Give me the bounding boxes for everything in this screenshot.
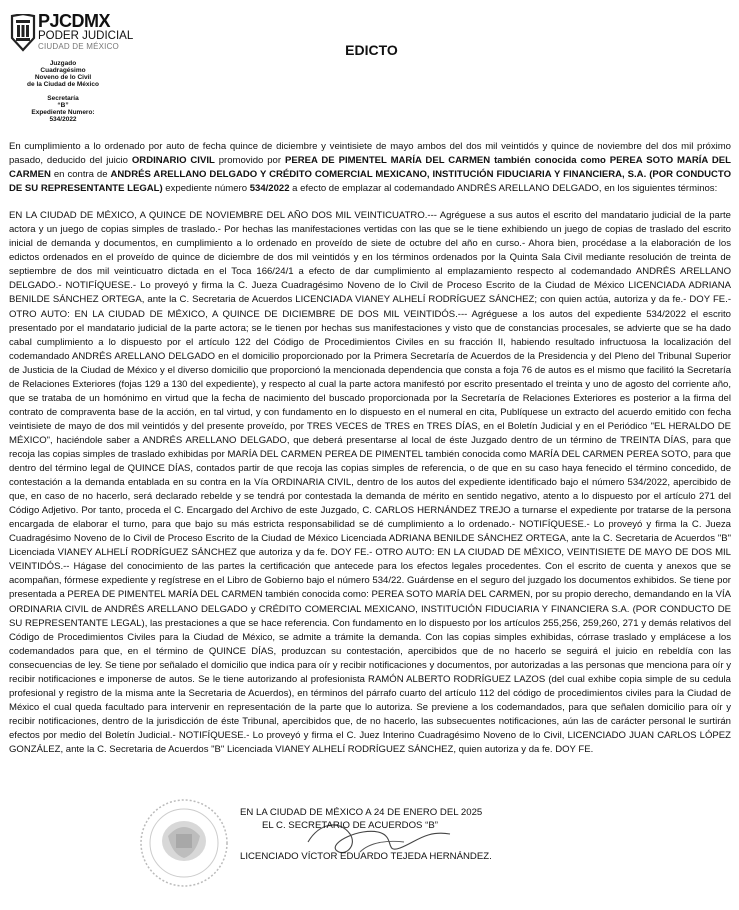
document-body bbox=[9, 140, 731, 757]
expediente-label: Expediente Numero: bbox=[31, 109, 95, 116]
document-title bbox=[0, 42, 739, 58]
court-line: de la Ciudad de México bbox=[27, 81, 99, 88]
secretaria-line: Secretaría bbox=[47, 95, 79, 102]
intro-bold: ANDRÉS ARELLANO DELGADO Y CRÉDITO COMERCIAL MEXICANO, INSTITUCIÓN FIDUCIARIA Y FINANCIERA, S.A. (POR CONDUCTO DE SU REPRESENTANTE LEGAL) bbox=[9, 169, 731, 195]
expediente-number: 534/2022 bbox=[49, 116, 77, 123]
intro-text: en contra de bbox=[50, 169, 111, 181]
court-line: Cuadragésimo bbox=[40, 67, 86, 74]
intro-text: expediente número bbox=[162, 183, 250, 195]
court-line: Noveno de lo Civil bbox=[34, 74, 92, 81]
brand-line-1: PODER JUDICIAL bbox=[38, 30, 134, 42]
document-title-text: EDICTO bbox=[345, 42, 398, 58]
secretaria-line: “B” bbox=[57, 102, 69, 109]
intro-text: a efecto de emplazar al codemandado ANDRÉS ARELLANO DELGADO, en los siguientes términos: bbox=[289, 183, 718, 195]
main-paragraph: EN LA CIUDAD DE MÉXICO, A QUINCE DE NOVIEMBRE DEL AÑO DOS MIL VEINTICUATRO.--- Agréguese a sus autos el escrito del mandatario judicial de la parte actora y un juego de copias simples de traslado.- Por hechas las manifestaciones vertidas con las que se le tiene exhibiendo un juego de copias de traslado del escrito inicial de demanda y documentos, en cumplimiento a lo ordenado en proveído de siete de octubre del año en curso.- Ahora bien, procédase a la elaboración de los edictos ordenados en el proveído de quince de diciembre de dos mil veintidós y en los términos ordenados por la Quinta Sala Civil mediante resolución de treinta de septiembre de dos mil veinticuatro dictada en el Toca 166/24/1 a efecto de dar cumplimiento al emplazamiento respecto al codemandado ANDRÉS ARELLANO DELGADO.- NOTIFÍQUESE.- Lo proveyó y firma la C. Jueza Cuadragésimo Noveno de lo Civil de Proceso Escrito de la Ciudad de México LICENCIADA ADRIANA BENILDE SÁNCHEZ ORTEGA, ante la C. Secretaria de Acuerdos LICENCIADA VIANEY ALHELÍ RODRÍGUEZ SÁNCHEZ; con quien actúa, autoriza y da fe.- DOY FE.- OTRO AUTO: EN LA CIUDAD DE MÉXICO, A QUINCE DE DICIEMBRE DE DOS MIL VEINTIDÓS.--- Agréguese a los autos del expediente 534/2022 el escrito presentado por el mandatario judicial de la parte actora; se le tienen por hechas sus manifestaciones y visto que de constancias procesales, se advierte que se ha dado cabal cumplimiento a lo dispuesto por el artículo 122 del Código de Procedimientos Civiles en su fracción II, habiendo resultado infructuosa la localización del codemandado ANDRÉS ARELLANO DELGADO en el domicilio proporcionado por la Primera Secretaría de Acuerdos de la Presidencia y del Pleno del Tribunal Superior de Justicia de la Ciudad de México y el diverso domicilio que proporcionó la mencionada dependencia que consta a foja 76 de autos es el mismo que facilitó la Secretaría de Relaciones Exteriores (fojas 129 a 130 del expediente), y respecto al cual la parte actora manifestó por escrito presentado el treinta y uno de agosto del corriente año, que se trataba de un homónimo en virtud que la fecha de nacimiento del buscado proporcionada por la Secretaría de Relaciones Exteriores es posterior a la firma del contrato de compraventa base de la acción, en tal virtud, y con fundamento en lo dispuesto en el numeral en cita, Publíquese un extracto del acuerdo emitido con fecha veintisiete de mayo de dos mil veintidós y del presente proveído, por TRES VECES de TRES en TRES DÍAS, en el Boletín Judicial y en el Periódico "EL HERALDO DE MÉXICO", haciéndole saber a ANDRÉS ARELLANO DELGADO, que deberá presentarse al local de éste Juzgado dentro de un término de TREINTA DÍAS, para que recoja las copias simples de traslado exhibidas por MARÍA DEL CARMEN PEREA DE PIMENTEL también conocida como MARÍA DEL CARMEN PEREA SOTO, para que dentro del término legal de QUINCE DÍAS, contados partir de que recoja las copias simples de referencia, o de que en su caso haya fenecido el término concedido, de contestación a la demanda entablada en su contra en la Vía ORDINARIA CIVIL, dentro de los autos del expediente identificado bajo el número 534/2022, apercibido de que, en caso de no hacerlo, será declarado rebelde y se tendrá por contestada la demanda de mérito en sentido negativo, atento a lo dispuesto por el artículo 271 del Código Adjetivo. Por tanto, proceda el C. Encargado del Archivo de este Juzgado, C. CARLOS HERNÁNDEZ TREJO a turnarse el expediente por tratarse de la persona encargada de elaborar el turno, para que bajo su más estricta responsabilidad se dé cumplimiento a lo ordenado.- NOTIFÍQUESE.- Lo proveyó y firma la C. Jueza Cuadragésimo Noveno de lo Civil de Proceso Escrito de la Ciudad de México Licenciada ADRIANA BENILDE SÁNCHEZ ORTEGA, ante la C. Secretaria de Acuerdos "B" Licenciada VIANEY ALHELÍ RODRÍGUEZ SÁNCHEZ que autoriza y da fe. DOY FE.- OTRO AUTO: EN LA CIUDAD DE MÉXICO, VEINTISIETE DE MAYO DE DOS MIL VEINTIDÓS.-- Hágase del conocimiento de las partes la certificación que antecede para los efectos legales procedentes. Con el escrito de cuenta y anexos que se acompañan, fórmese expediente y regístrese en el Libro de Gobierno bajo el número 534/22. Guárdense en el seguro del juzgado los documentos exhibidos. Se tiene por presentada a PEREA DE PIMENTEL MARÍA DEL CARMEN también conocida como: PEREA SOTO MARÍA DEL CARMEN, por su propio derecho, demandando en la VÍA ORDINARIA CIVIL de ANDRÉS ARELLANO DELGADO y CRÉDITO COMERCIAL MEXICANO, INSTITUCIÓN FIDUCIARIA Y FINANCIERA S.A. (POR CONDUCTO DE SU REPRESENTANTE LEGAL), las prestaciones a que se hace referencia. Con fundamento en lo dispuesto por los artículos 255,256, 259,260, 271 y demás relativos del Código de Procedimientos Civiles para la Ciudad de México, se admite a trámite la demanda. Con las copias simples exhibidas, córrase traslado y emplácese a los codemandados para que, en el término de QUINCE DÍAS, produzcan su contestación, apercibidos que de no hacerlo se seguirá el juicio en rebeldía con las consecuencias de ley. Se tiene por señalado el domicilio que indica para oír y recibir notificaciones y documentos, por autorizadas a las personas que menciona para oír y recibir notificaciones e imponerse de autos. Se le tiene autorizando al profesionista RAMÓN ALBERTO RODRÍGUEZ LAZOS (del cual exhibe copia simple de su cedula profesional y registro de la misma ante la Secretaria de Acuerdos), en términos del párrafo cuarto del artículo 112 del código de procedimientos civiles para la Ciudad de México el cual queda facultado para intervenir en representación de la parte que lo autoriza. Se previene a los codemandados, para que señalen domicilio para oír y recibir notificaciones, dentro de la jurisdicción de éste Tribunal, apercibidos que, de no hacerlo, las subsecuentes notificaciones, aún las de carácter personal le surtirán efectos por medio del Boletín Judicial.- NOTIFÍQUESE.- Lo proveyó y firma el C. Juez Interino Cuadragésimo Noveno de lo Civil, LICENCIADO JUAN CARLOS LÓPEZ GONZÁLEZ, ante la C. Secretaria de Acuerdos "B" Licenciada VIANEY ALHELÍ RODRÍGUEZ SÁNCHEZ, quien autoriza y da fe. DOY FE. bbox=[9, 210, 731, 755]
intro-paragraph bbox=[9, 140, 731, 196]
signature-role: EL C. SECRETARIO DE ACUERDOS “B” bbox=[262, 820, 438, 831]
signature-name: LICENCIADO VÍCTOR EDUARDO TEJEDA HERNÁNDEZ. bbox=[240, 851, 492, 862]
brand-name: PJCDMX bbox=[38, 11, 111, 31]
intro-text: promovido por bbox=[214, 155, 285, 167]
intro-bold: ORDINARIO CIVIL bbox=[131, 155, 215, 167]
intro-text: En cumplimiento a lo ordenado por auto de fecha quince de diciembre y veintisiete de mayo ambos del dos mil veintidós y quince de noviembre del dos mil próximo pasado, deducido del juicio bbox=[9, 141, 731, 167]
intro-bold: 534/2022 bbox=[249, 183, 290, 195]
signature-date: EN LA CIUDAD DE MÉXICO A 24 DE ENERO DEL 2025 bbox=[240, 807, 483, 818]
court-seal-icon bbox=[138, 796, 230, 890]
court-line: Juzgado bbox=[49, 60, 77, 67]
brand-line-2: CIUDAD DE MÉXICO bbox=[38, 42, 119, 51]
intro-bold: PEREA DE PIMENTEL MARÍA DEL CARMEN también conocida como PEREA SOTO MARÍA DEL CARMEN bbox=[9, 155, 731, 181]
court-info bbox=[18, 60, 108, 123]
